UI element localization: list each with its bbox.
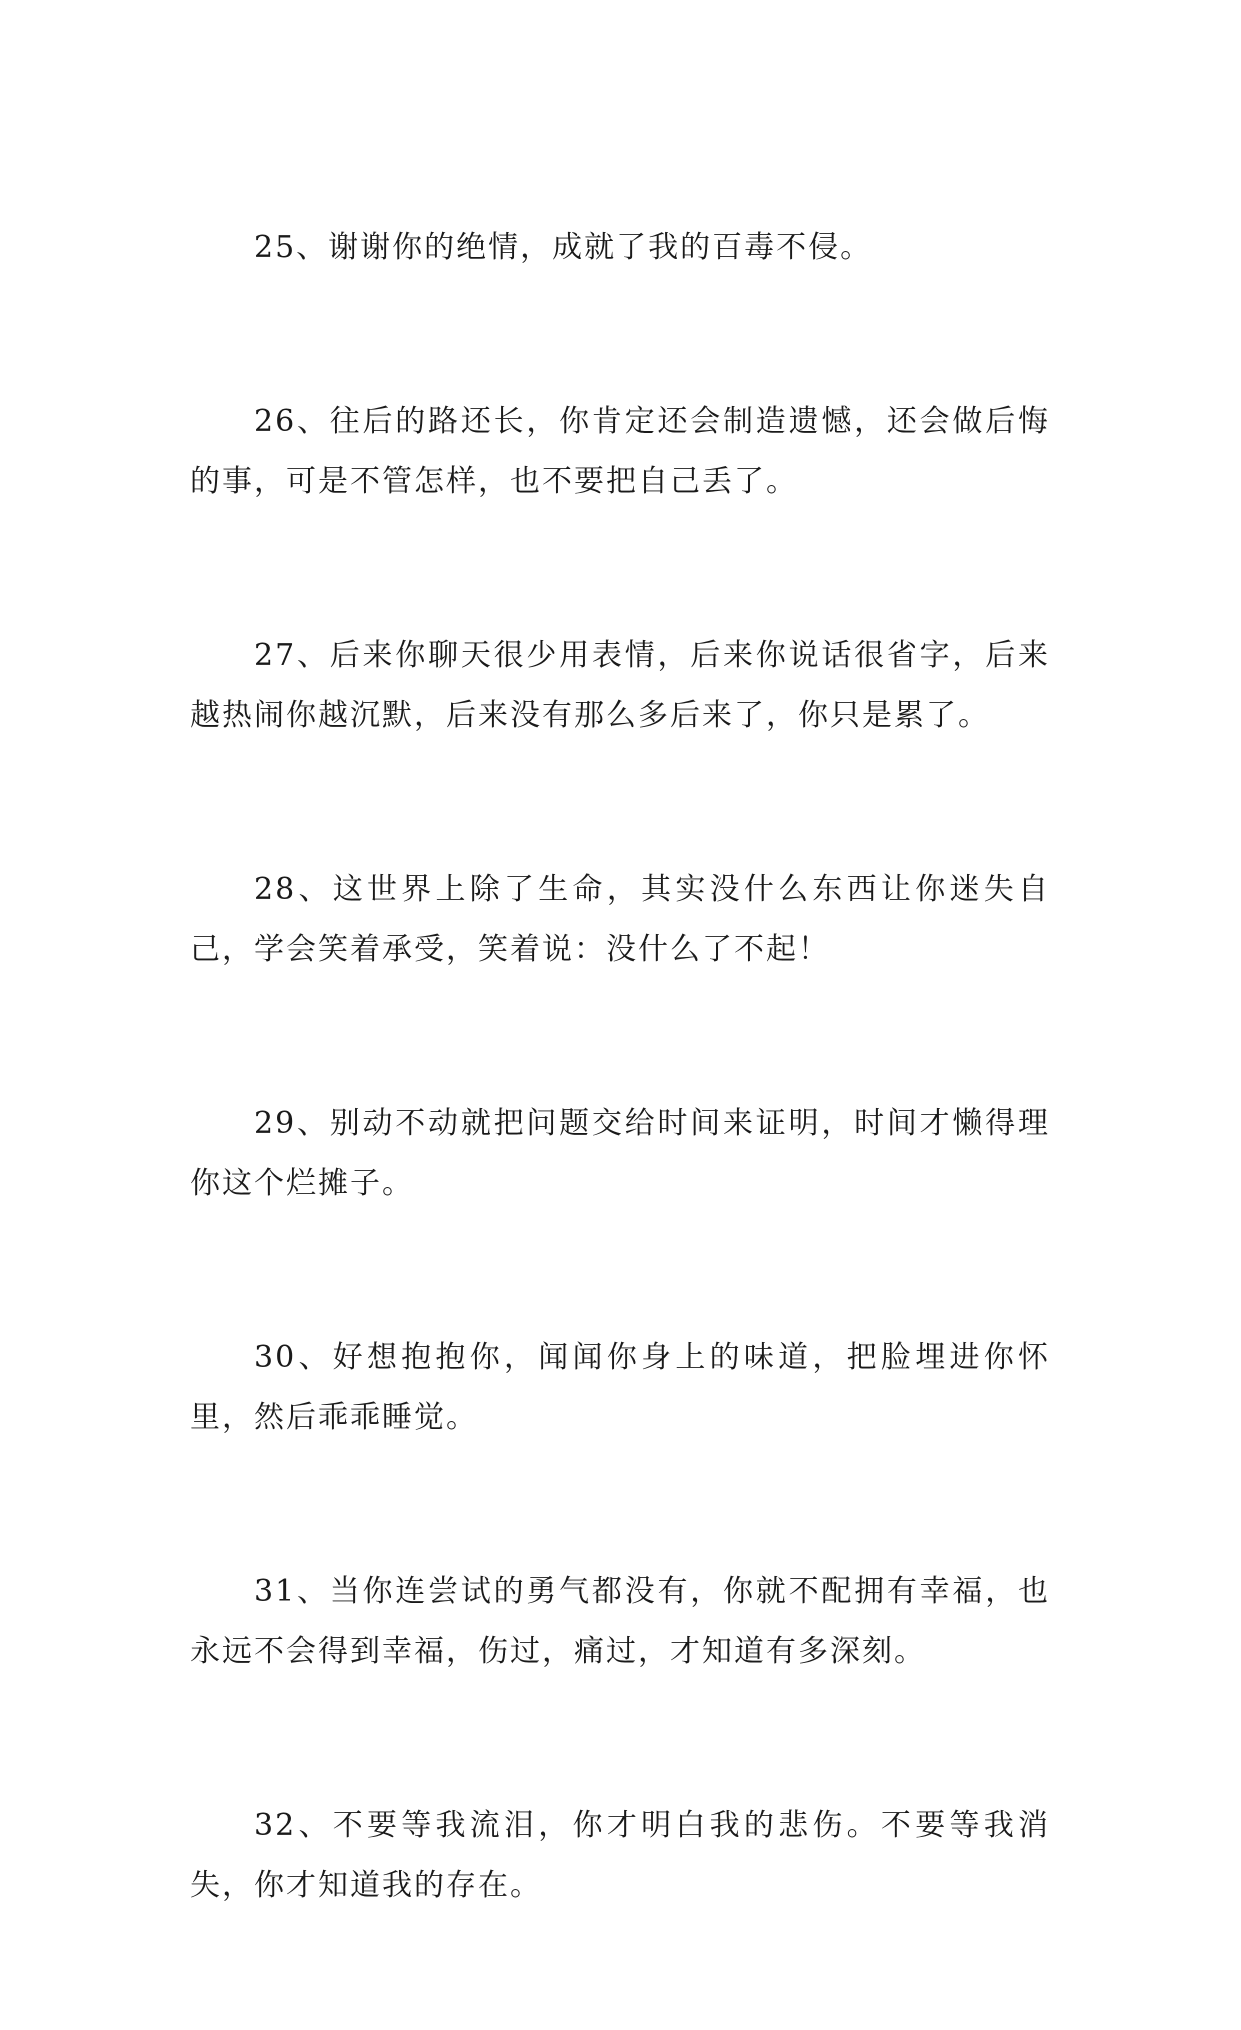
paragraph-29: 29、别动不动就把问题交给时间来证明，时间才懒得理你这个烂摊子。 [190, 1106, 1050, 1201]
paragraph-30: 30、好想抱抱你，闻闻你身上的味道，把脸埋进你怀里，然后乖乖睡觉。 [190, 1340, 1050, 1435]
paragraph-25: 25、谢谢你的绝情，成就了我的百毒不侵。 [254, 230, 873, 265]
paragraph-28: 28、这世界上除了生命，其实没什么东西让你迷失自己，学会笑着承受，笑着说：没什么了不起！ [190, 872, 1050, 967]
document-body [190, 218, 1050, 2030]
paragraph-27: 27、后来你聊天很少用表情，后来你说话很省字，后来越热闹你越沉默，后来没有那么多后来了，你只是累了。 [190, 638, 1050, 733]
paragraph-31: 31、当你连尝试的勇气都没有，你就不配拥有幸福，也永远不会得到幸福，伤过，痛过，才知道有多深刻。 [190, 1574, 1050, 1669]
paragraph-32: 32、不要等我流泪，你才明白我的悲伤。不要等我消失，你才知道我的存在。 [190, 1808, 1050, 1903]
paragraph-26: 26、往后的路还长，你肯定还会制造遗憾，还会做后悔的事，可是不管怎样，也不要把自己丢了。 [190, 404, 1050, 499]
